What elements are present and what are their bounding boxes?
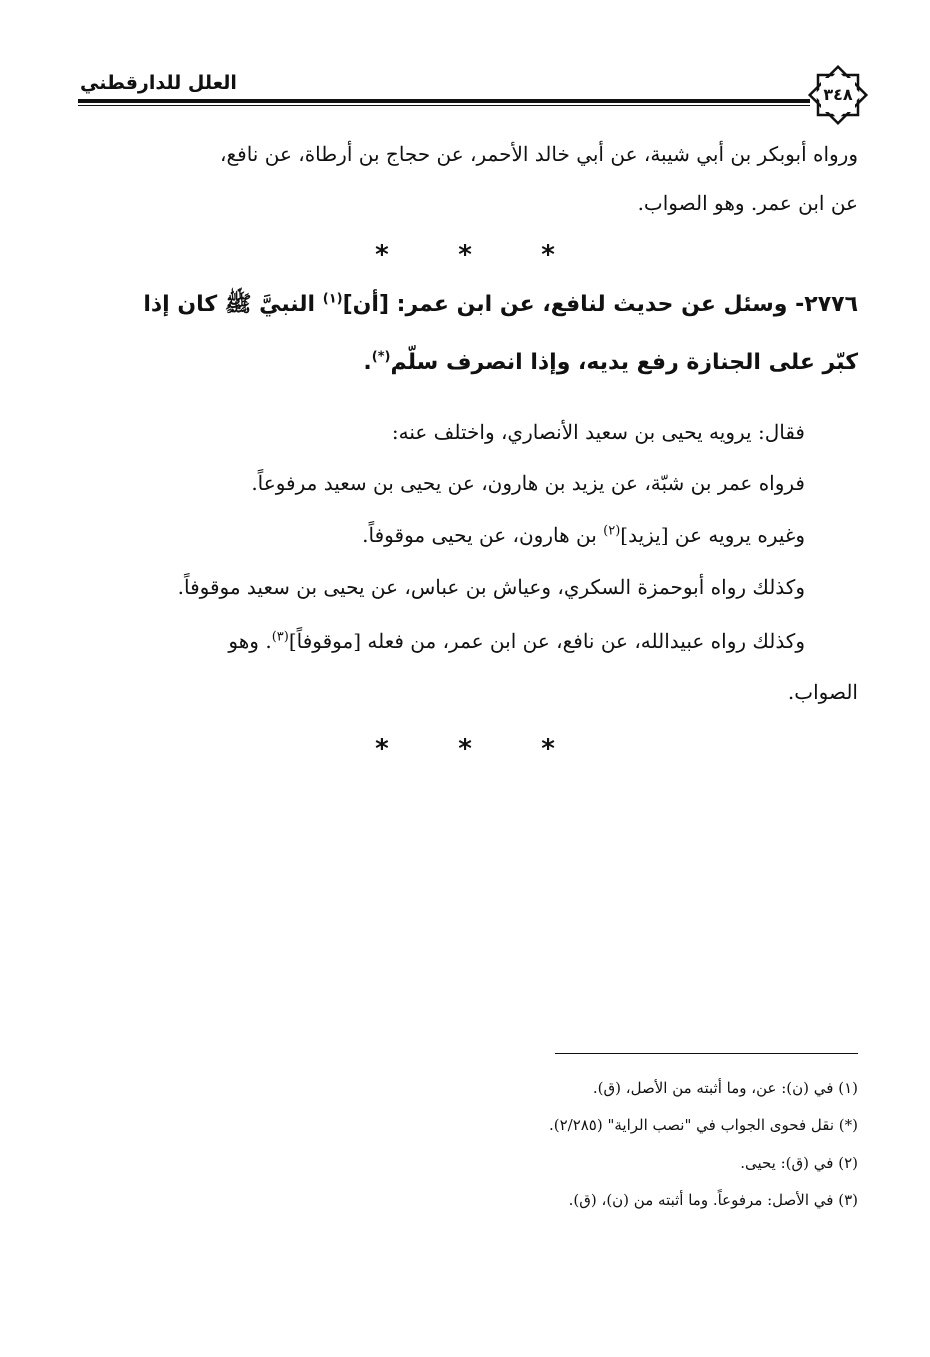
text-line: عن ابن عمر. وهو الصواب.	[637, 191, 858, 215]
text-line: فقال: يرويه يحيى بن سعيد الأنصاري، واختلف عنه:	[391, 420, 805, 444]
question-text: ٢٧٧٦- وسئل عن حديث لنافع، عن ابن عمر: [أن]	[342, 292, 858, 317]
text-line: الصواب.	[787, 680, 858, 704]
footnote-ref: (٣)	[271, 629, 289, 645]
running-title: العلل للدارقطني	[80, 72, 237, 94]
separator-star: *	[541, 734, 555, 764]
section-separator	[0, 734, 930, 764]
footnote-ref: (١)	[322, 291, 343, 307]
question-line	[143, 291, 858, 319]
separator-star: *	[375, 240, 389, 270]
footnote: (١) في (ن): عن، وما أثبته من الأصل، (ق).	[592, 1079, 858, 1097]
text-line: فرواه عمر بن شبّة، عن يزيد بن هارون، عن يحيى بن سعيد مرفوعاً.	[251, 471, 805, 495]
question-line	[363, 349, 858, 377]
header-rule-thin	[78, 105, 810, 106]
separator-star: *	[458, 240, 472, 270]
text-segment: بن هارون، عن يحيى موقوفاً.	[362, 523, 604, 547]
separator-star: *	[458, 734, 472, 764]
text-segment: . وهو	[228, 629, 272, 653]
text-line: ورواه أبوبكر بن أبي شيبة، عن أبي خالد الأحمر، عن حجاج بن أرطاة، عن نافع،	[220, 142, 858, 166]
page-number: ٣٤٨	[823, 85, 853, 104]
text-segment: وغيره يرويه عن [يزيد]	[620, 523, 805, 547]
text-segment: وكذلك رواه عبيدالله، عن نافع، عن ابن عمر، من فعله [موقوفاً]	[288, 629, 805, 653]
section-separator	[0, 240, 930, 270]
footnote: (٢) في (ق): يحيى.	[740, 1154, 858, 1172]
page-number-badge	[806, 63, 870, 127]
separator-star: *	[541, 240, 555, 270]
text-line	[228, 627, 805, 655]
separator-star: *	[375, 734, 389, 764]
footnote-ref: (٢)	[603, 523, 621, 539]
question-text: .	[363, 350, 372, 375]
question-text: النبيَّ ﷺ كان إذا	[143, 292, 323, 317]
text-line: وكذلك رواه أبوحمزة السكري، وعياش بن عباس، عن يحيى بن سعيد موقوفاً.	[177, 575, 805, 599]
footnote-ref: (*)	[371, 349, 391, 365]
question-text: كبّر على الجنازة رفع يديه، وإذا انصرف سلّم	[390, 350, 858, 375]
text-line	[362, 521, 805, 549]
footnote: (*) نقل فحوى الجواب في "نصب الراية" (٢/٢٨٥).	[548, 1116, 858, 1134]
footnote-rule	[555, 1053, 858, 1054]
header-rule	[78, 99, 810, 103]
footnote: (٣) في الأصل: مرفوعاً. وما أثبته من (ن)، (ق).	[568, 1191, 858, 1209]
